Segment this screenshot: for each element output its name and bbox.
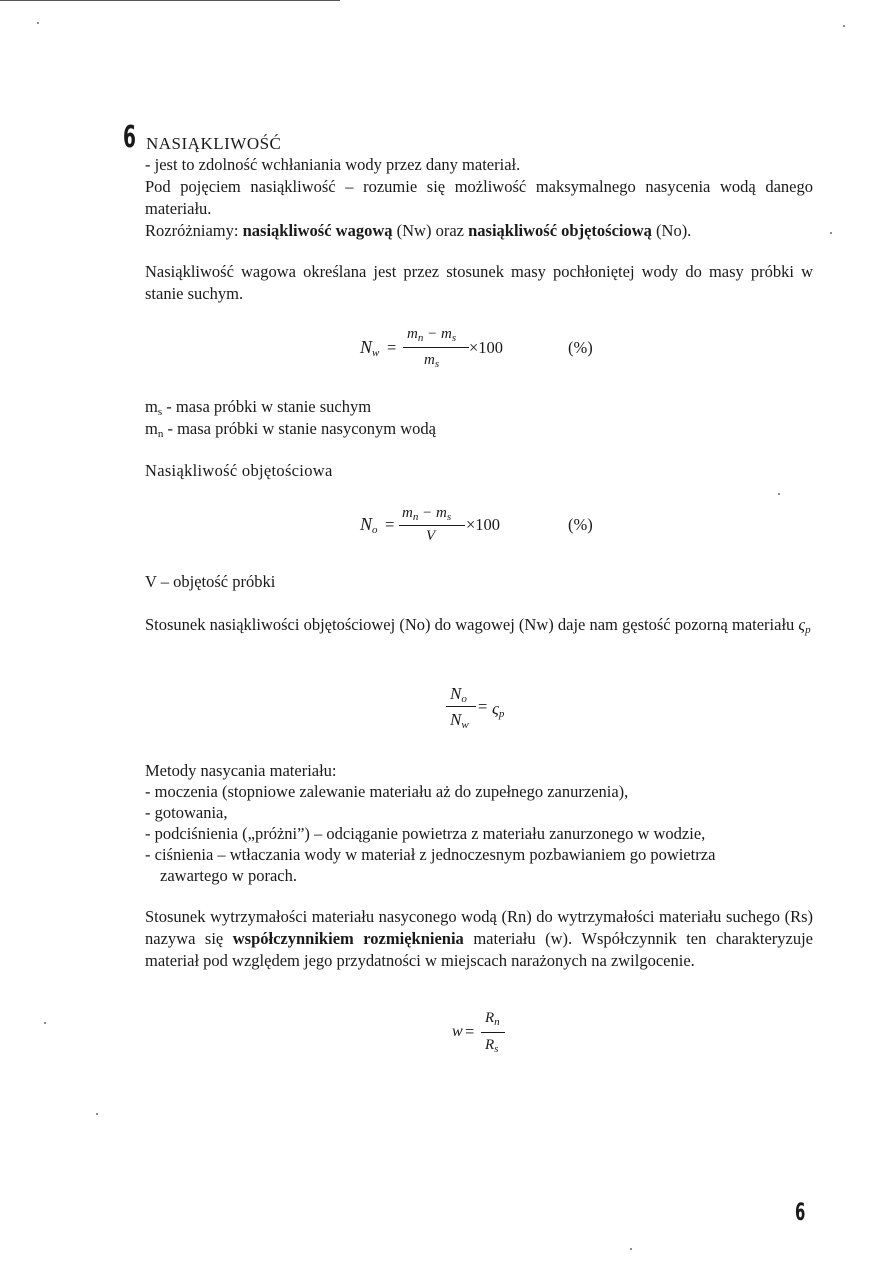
formula-numerator: $R_n$ (485, 1010, 500, 1028)
density-symbol: $\varsigma_p$ (798, 615, 811, 636)
formula-rhs: $\varsigma_p$ (492, 699, 505, 720)
formula-multiplier: ×100 (469, 338, 504, 357)
fraction-bar (481, 1032, 505, 1033)
formula-numerator: $m_n - m_s$ (407, 326, 457, 344)
volume-heading: Nasiąkliwość objętościowa (145, 461, 333, 480)
density-paragraph: Stosunek nasiąkliwości objętościowej (No) do wagowej (Nw) daje nam gęstość pozorną materiału $\varsigma_p$ (145, 615, 811, 636)
formula-multiplier: ×100 (466, 515, 501, 534)
legend-dry: $m_s$ - masa próbki w stanie suchym (145, 397, 372, 418)
weight-description: Nasiąkliwość wagowa określana jest przez stosunek masy pochłoniętej wody do masy próbki w stanie suchym. (145, 262, 813, 303)
concept-paragraph: Pod pojęciem nasiąkliwość – rozumie się możliwość maksymalnego nasycenia wodą danego materiału. (145, 177, 813, 218)
method-item: - moczenia (stopniowe zalewanie materiału aż do zupełnego zanurzenia), (145, 782, 629, 801)
fraction-bar (446, 706, 476, 707)
page-number: 6 (795, 1198, 806, 1226)
formula-denominator: V (426, 528, 436, 544)
weight-symbol: (Nw) oraz (392, 221, 469, 240)
scan-speck (37, 22, 39, 24)
formula-denominator: $m_s$ (424, 352, 440, 370)
method-item: - gotowania, (145, 803, 228, 822)
definition-line: - jest to zdolność wchłaniania wody przez dany materiał. (145, 155, 521, 174)
distinguish-line (145, 220, 813, 242)
method-item-continued: zawartego w porach. (160, 866, 297, 885)
formula-lhs: $N_w$ (360, 337, 380, 359)
scan-speck (630, 1248, 632, 1250)
distinguish-prefix: Rozróżniamy: (145, 221, 243, 240)
fraction-bar (399, 525, 465, 526)
formula-numerator: $m_n - m_s$ (402, 505, 452, 523)
formula-numerator: $N_o$ (450, 684, 467, 705)
formula-denominator: $R_s$ (485, 1037, 499, 1055)
legend-saturated: $m_n$ - masa próbki w stanie nasyconym wodą (145, 419, 436, 440)
volume-term: nasiąkliwość objętościową (468, 221, 652, 240)
scan-speck (44, 1022, 46, 1024)
method-item: - ciśnienia – wtłaczania wody w materiał z jednoczesnym pozbawianiem go powietrza (145, 845, 716, 864)
formula-unit: (%) (568, 338, 593, 357)
scan-speck (830, 232, 832, 234)
formula-unit: (%) (568, 515, 593, 534)
formula-denominator: $N_w$ (450, 710, 469, 731)
weight-term: nasiąkliwość wagową (242, 221, 393, 240)
softening-paragraph: Stosunek wytrzymałości materiału nasyconego wodą (Rn) do wytrzymałości materiału suchego (Rs) nazywa się współczynnikiem rozmięknienia materiału (w). Współczynnik ten charakteryzuje materiał pod względem jego przydatności w miejscach narażonych na zwilgocenie. (145, 907, 813, 970)
methods-heading: Metody nasycania materiału: (145, 761, 337, 780)
volume-legend: V – objętość próbki (145, 572, 276, 591)
formula-lhs: $N_o$ (360, 514, 378, 536)
softening-term: współczynnikiem rozmięknienia (232, 929, 464, 948)
volume-symbol: (No). (651, 221, 692, 240)
scan-speck (96, 1113, 98, 1115)
fraction-bar (403, 347, 469, 348)
method-item: - podciśnienia („próżni”) – odciąganie powietrza z materiału zanurzonego w wodzie, (145, 824, 706, 843)
scan-speck (843, 25, 845, 27)
chapter-title: NASIĄKLIWOŚĆ (146, 134, 282, 153)
scan-edge-line (0, 0, 340, 1)
scan-speck (778, 493, 780, 495)
chapter-number: 6 (123, 120, 136, 155)
